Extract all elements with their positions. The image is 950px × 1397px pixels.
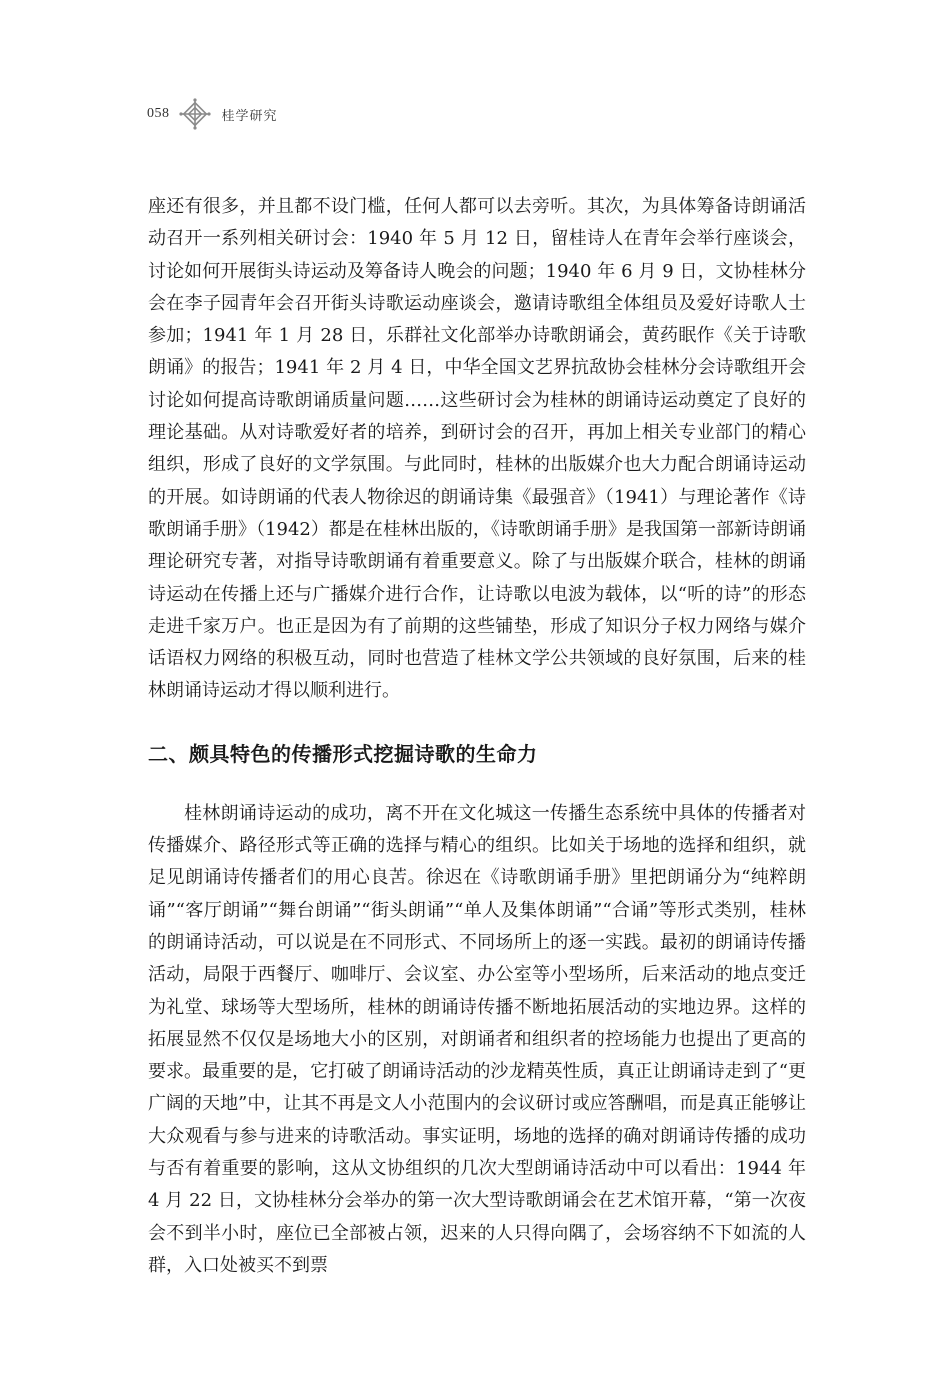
journal-title: 桂学研究 — [221, 108, 278, 124]
article-body — [148, 191, 806, 1282]
section-paragraph: 桂林朗诵诗运动的成功，离不开在文化城这一传播生态系统中具体的传播者对传播媒介、路径形式等正确的选择与精心的组织。比如关于场地的选择和组织，就足见朗诵诗传播者们的用心良苦。徐迟在《诗歌朗诵手册》里把朗诵分为“纯粹朗诵”“客厅朗诵”“舞台朗诵”“街头朗诵”“单人及集体朗诵”“合诵”等形式类别，桂林的朗诵诗活动，可以说是在不同形式、不同场所上的逐一实践。最初的朗诵诗传播活动，局限于西餐厅、咖啡厅、会议室、办公室等小型场所，后来活动的地点变迁为礼堂、球场等大型场所，桂林的朗诵诗传播不断地拓展活动的实地边界。这样的拓展显然不仅仅是场地大小的区别，对朗诵者和组织者的控场能力也提出了更高的要求。最重要的是，它打破了朗诵诗活动的沙龙精英性质，真正让朗诵诗走到了“更广阔的天地”中，让其不再是文人小范围内的会议研讨或应答酬唱，而是真正能够让大众观看与参与进来的诗歌活动。事实证明，场地的选择的确对朗诵诗传播的成功与否有着重要的影响，这从文协组织的几次大型朗诵诗活动中可以看出：1944 年 4 月 22 日，文协桂林分会举办的第一次大型诗歌朗诵会在艺术馆开幕，“第一次夜会不到半小时，座位已全部被占领，迟来的人只得向隅了，会场容纳不下如流的人群，入口处被买不到票 — [148, 802, 806, 1276]
continuation-paragraph: 座还有很多，并且都不设门槛，任何人都可以去旁听。其次，为具体筹备诗朗诵活动召开一系列相关研讨会：1940 年 5 月 12 日，留桂诗人在青年会举行座谈会，讨论如何开展街头诗运动及筹备诗人晚会的问题；1940 年 6 月 9 日，文协桂林分会在李子园青年会召开街头诗歌运动座谈会，邀请诗歌组全体组员及爱好诗歌人士参加；1941 年 1 月 28 日，乐群社文化部举办诗歌朗诵会，黄药眠作《关于诗歌朗诵》的报告；1941 年 2 月 4 日，中华全国文艺界抗敌协会桂林分会诗歌组开会讨论如何提高诗歌朗诵质量问题……这些研讨会为桂林的朗诵诗运动奠定了良好的理论基础。从对诗歌爱好者的培养，到研讨会的召开，再加上相关专业部门的精心组织，形成了良好的文学氛围。与此同时，桂林的出版媒介也大力配合朗诵诗运动的开展。如诗朗诵的代表人物徐迟的朗诵诗集《最强音》（1941）与理论著作《诗歌朗诵手册》（1942）都是在桂林出版的，《诗歌朗诵手册》是我国第一部新诗朗诵理论研究专著，对指导诗歌朗诵有着重要意义。除了与出版媒介联合，桂林的朗诵诗运动在传播上还与广播媒介进行合作，让诗歌以电波为载体，以“听的诗”的形态走进千家万户。也正是因为有了前期的这些铺垫，形成了知识分子权力网络与媒介话语权力网络的积极互动，同时也营造了桂林文学公共领域的良好氛围，后来的桂林朗诵诗运动才得以顺利进行。 — [148, 196, 806, 702]
page-number: 058 — [147, 106, 170, 121]
section-heading: 二、颇具特色的传播形式挖掘诗歌的生命力 — [148, 741, 538, 766]
running-header — [147, 97, 278, 131]
knot-emblem-icon — [178, 97, 212, 131]
